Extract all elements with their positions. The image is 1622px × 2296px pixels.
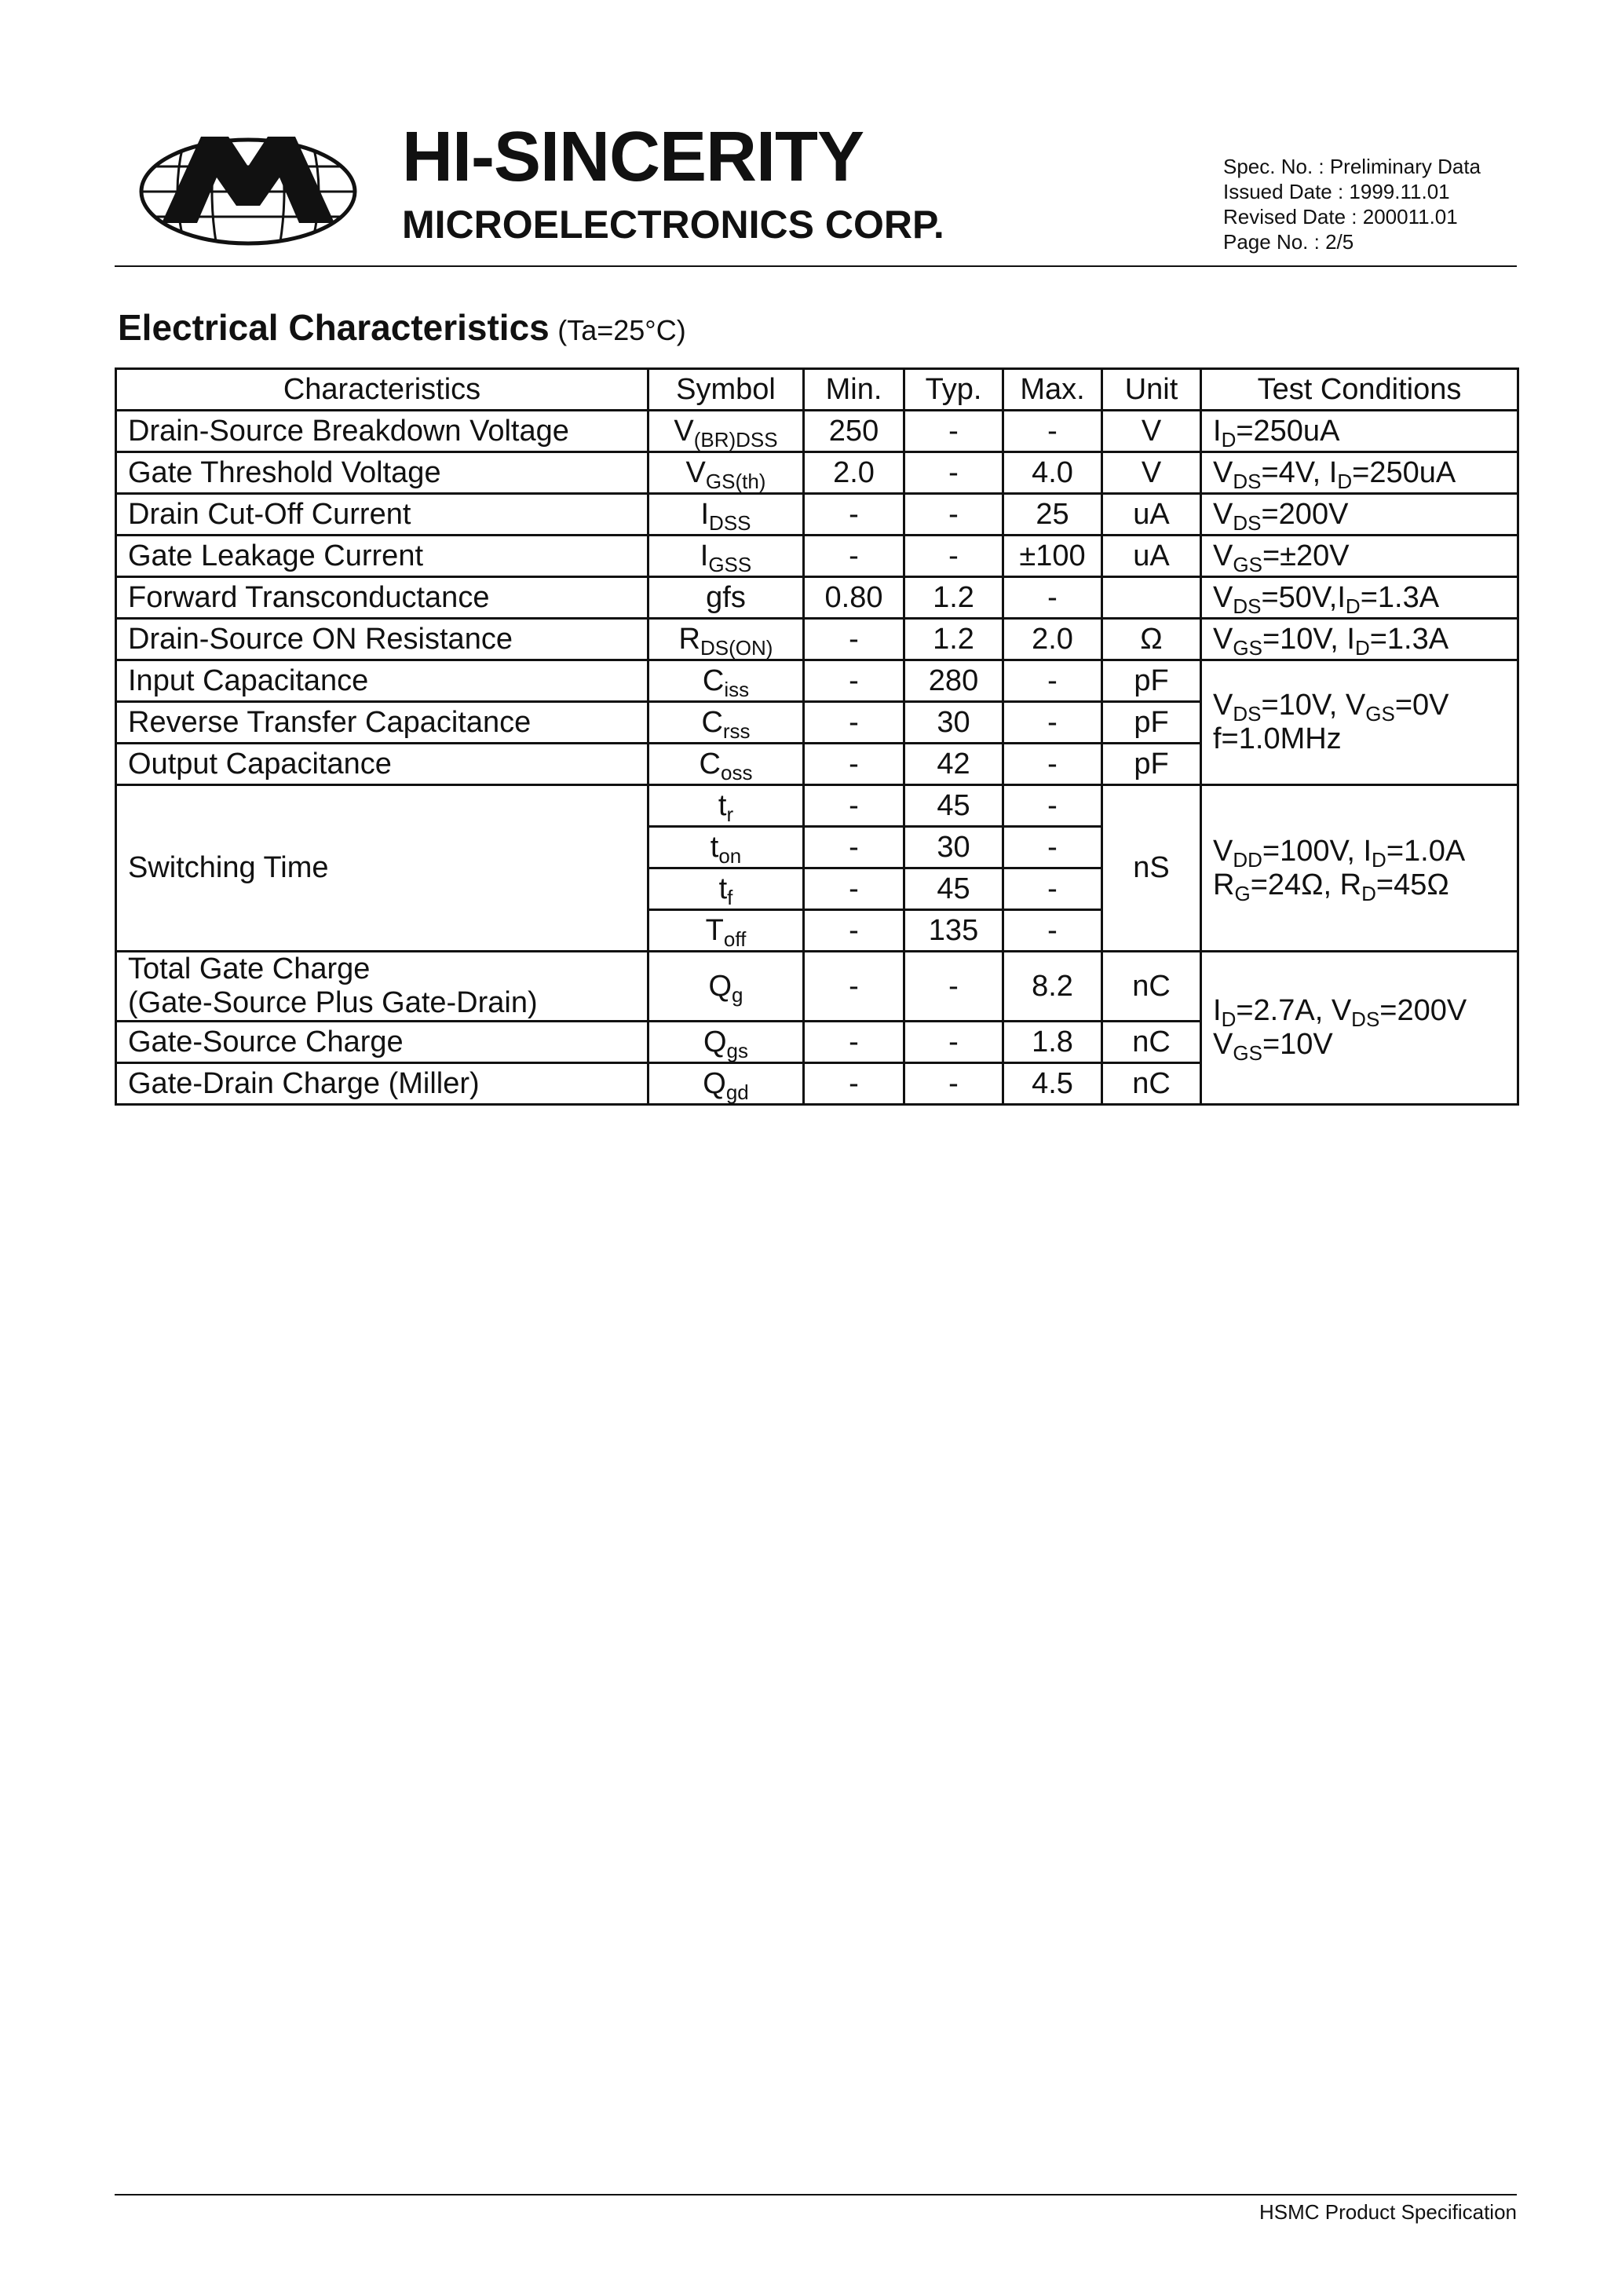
characteristic-cell: Drain Cut-Off Current	[116, 494, 648, 536]
min-cell: -	[804, 660, 904, 702]
symbol-cell: $t_f$	[648, 868, 804, 910]
condition-line: f=1.0MHz	[1213, 722, 1342, 755]
symbol-subscript: r	[726, 802, 734, 826]
characteristic-cell: Forward Transconductance	[116, 577, 648, 619]
characteristic-cell: Gate Threshold Voltage	[116, 452, 648, 494]
typ-cell: 30	[904, 827, 1003, 868]
symbol-subscript: off	[723, 927, 747, 951]
characteristic-cell	[116, 1063, 648, 1105]
condition-subscript: GS	[1233, 1041, 1262, 1065]
condition-subscript: DS	[1233, 510, 1262, 535]
symbol-cell: $C_{iss}$	[648, 660, 804, 702]
characteristic-cell: Drain-Source ON Resistance	[116, 619, 648, 660]
max-cell: -	[1003, 577, 1102, 619]
header-max: Max.	[1003, 369, 1102, 411]
characteristic-cell: Switching Time	[116, 785, 648, 952]
max-cell: -	[1003, 785, 1102, 827]
symbol-subscript: oss	[720, 760, 753, 784]
min-cell: -	[804, 785, 904, 827]
condition-subscript: D	[1337, 469, 1353, 493]
min-cell: -	[804, 494, 904, 536]
max-cell: -	[1003, 744, 1102, 785]
spec-info	[1223, 154, 1481, 254]
typ-cell: -	[904, 952, 1003, 1022]
table-row	[116, 785, 1518, 827]
company-subtitle: MICROELECTRONICS CORP.	[402, 203, 944, 247]
table-row	[116, 577, 1518, 619]
typ-cell: 135	[904, 910, 1003, 952]
typ-cell: 45	[904, 868, 1003, 910]
symbol-subscript: DSS	[709, 510, 751, 535]
test-condition-cell	[1201, 660, 1518, 785]
symbol-cell: $V_{(BR)DSS}$	[648, 411, 804, 452]
test-condition-cell: $V_{DS}=200V$	[1201, 494, 1518, 536]
max-cell: ±100	[1003, 536, 1102, 577]
characteristic-line: Gate-Source Charge	[128, 1025, 404, 1058]
characteristic-cell	[116, 952, 648, 1022]
condition-subscript: D	[1221, 1007, 1237, 1031]
condition-subscript: DS	[1233, 469, 1262, 493]
header-divider	[115, 265, 1517, 267]
symbol-cell: $Q_g$	[648, 952, 804, 1022]
max-cell: 1.8	[1003, 1022, 1102, 1063]
condition-line: $R_G=24\Omega$, $R_D=45\Omega$	[1213, 868, 1449, 905]
max-cell: -	[1003, 868, 1102, 910]
condition-subscript: DS	[1351, 1007, 1380, 1031]
symbol-subscript: gd	[725, 1080, 749, 1104]
table-header-row	[116, 369, 1518, 411]
header-typ: Typ.	[904, 369, 1003, 411]
symbol-cell: $I_{GSS}$	[648, 536, 804, 577]
test-condition-cell: $V_{GS}=\pm 20V$	[1201, 536, 1518, 577]
min-cell: 0.80	[804, 577, 904, 619]
footer-divider	[115, 2194, 1517, 2195]
unit-cell: nC	[1102, 952, 1201, 1022]
max-cell: 8.2	[1003, 952, 1102, 1022]
footer-text: HSMC Product Specification	[1259, 2200, 1517, 2224]
typ-cell: -	[904, 1022, 1003, 1063]
unit-cell: pF	[1102, 744, 1201, 785]
typ-cell: -	[904, 494, 1003, 536]
min-cell: -	[804, 952, 904, 1022]
spec-no: Spec. No. : Preliminary Data	[1223, 155, 1481, 178]
typ-cell: 30	[904, 702, 1003, 744]
document-header	[115, 118, 1517, 267]
characteristic-line: Total Gate Charge	[128, 952, 371, 985]
test-condition-cell: $V_{DS}=4V$, $I_D=250uA$	[1201, 452, 1518, 494]
max-cell: -	[1003, 910, 1102, 952]
min-cell: -	[804, 536, 904, 577]
characteristic-cell: Reverse Transfer Capacitance	[116, 702, 648, 744]
unit-cell: V	[1102, 452, 1201, 494]
condition-subscript: G	[1234, 881, 1251, 905]
condition-subscript: DS	[1233, 702, 1262, 726]
unit-cell: uA	[1102, 494, 1201, 536]
condition-subscript: D	[1361, 881, 1376, 905]
electrical-characteristics-table	[115, 367, 1519, 1106]
symbol-subscript: g	[732, 982, 743, 1007]
min-cell: -	[804, 744, 904, 785]
table-row	[116, 494, 1518, 536]
symbol-subscript: gs	[726, 1038, 749, 1062]
condition-subscript: D	[1345, 594, 1361, 618]
characteristic-cell: Output Capacitance	[116, 744, 648, 785]
max-cell: 4.0	[1003, 452, 1102, 494]
issued-date: Issued Date : 1999.11.01	[1223, 180, 1450, 203]
condition-line: $V_{DS}=10V$, $V_{GS}=0V$	[1213, 689, 1449, 726]
symbol-subscript: f	[727, 885, 733, 909]
symbol-cell: $C_{oss}$	[648, 744, 804, 785]
condition-subscript: GS	[1365, 702, 1395, 726]
unit-cell: Ω	[1102, 619, 1201, 660]
min-cell: -	[804, 910, 904, 952]
min-cell: -	[804, 1022, 904, 1063]
condition-line: $V_{GS}=10V$	[1213, 1028, 1333, 1065]
table-row	[116, 660, 1518, 702]
unit-cell: pF	[1102, 702, 1201, 744]
table-row	[116, 536, 1518, 577]
symbol-cell: $I_{DSS}$	[648, 494, 804, 536]
symbol-cell: $t_r$	[648, 785, 804, 827]
unit-cell	[1102, 577, 1201, 619]
condition-subscript: D	[1221, 427, 1237, 452]
min-cell: -	[804, 827, 904, 868]
section-title-text: Electrical Characteristics	[118, 307, 550, 348]
company-logo	[138, 129, 358, 248]
max-cell: -	[1003, 827, 1102, 868]
section-title	[118, 306, 686, 349]
symbol-cell: $t_{on}$	[648, 827, 804, 868]
table-row	[116, 619, 1518, 660]
max-cell: 2.0	[1003, 619, 1102, 660]
symbol-cell: $R_{DS(ON)}$	[648, 619, 804, 660]
symbol-cell: $Q_{gs}$	[648, 1022, 804, 1063]
symbol-subscript: (BR)DSS	[693, 427, 778, 452]
header-characteristics: Characteristics	[116, 369, 648, 411]
typ-cell: 1.2	[904, 619, 1003, 660]
condition-subscript: DD	[1233, 847, 1262, 872]
unit-cell: pF	[1102, 660, 1201, 702]
table-row	[116, 952, 1518, 1022]
header-unit: Unit	[1102, 369, 1201, 411]
max-cell: -	[1003, 411, 1102, 452]
company-block	[402, 118, 944, 248]
unit-cell: uA	[1102, 536, 1201, 577]
test-condition-cell: $I_D=250uA$	[1201, 411, 1518, 452]
symbol-subscript: rss	[722, 718, 751, 743]
condition-line: $V_{DD}=100V$, $I_D=1.0A$	[1213, 834, 1466, 872]
test-condition-cell	[1201, 952, 1518, 1105]
condition-subscript: GS	[1233, 552, 1262, 576]
min-cell: 2.0	[804, 452, 904, 494]
symbol-cell: $C_{rss}$	[648, 702, 804, 744]
test-condition-cell: $V_{DS}=50V,I_D=1.3A$	[1201, 577, 1518, 619]
typ-cell: -	[904, 452, 1003, 494]
typ-cell: -	[904, 536, 1003, 577]
characteristic-line: Gate-Drain Charge (Miller)	[128, 1066, 480, 1100]
page-no: Page No. : 2/5	[1223, 230, 1354, 254]
test-condition-cell	[1201, 785, 1518, 952]
symbol-cell: gfs	[648, 577, 804, 619]
condition-subscript: D	[1372, 847, 1386, 872]
characteristic-cell: Input Capacitance	[116, 660, 648, 702]
symbol-subscript: GSS	[708, 552, 752, 576]
unit-cell: V	[1102, 411, 1201, 452]
symbol-subscript: on	[718, 843, 742, 868]
min-cell: -	[804, 1063, 904, 1105]
max-cell: -	[1003, 660, 1102, 702]
symbol-cell: $V_{GS(th)}$	[648, 452, 804, 494]
unit-cell: nC	[1102, 1063, 1201, 1105]
company-name: HI-SINCERITY	[402, 118, 864, 196]
symbol-subscript: DS(ON)	[700, 635, 773, 660]
min-cell: -	[804, 702, 904, 744]
symbol-subscript: GS(th)	[705, 469, 766, 493]
typ-cell: -	[904, 411, 1003, 452]
section-condition: (Ta=25°C)	[557, 314, 686, 346]
condition-subscript: GS	[1233, 635, 1262, 660]
max-cell: -	[1003, 702, 1102, 744]
symbol-subscript: iss	[724, 677, 750, 701]
header-test-conditions: Test Conditions	[1201, 369, 1518, 411]
typ-cell: 42	[904, 744, 1003, 785]
max-cell: 25	[1003, 494, 1102, 536]
min-cell: -	[804, 619, 904, 660]
header-min: Min.	[804, 369, 904, 411]
typ-cell: 1.2	[904, 577, 1003, 619]
unit-cell: nC	[1102, 1022, 1201, 1063]
condition-line: $I_D=2.7A$, $V_{DS}=200V$	[1213, 994, 1467, 1031]
characteristic-cell: Drain-Source Breakdown Voltage	[116, 411, 648, 452]
typ-cell: -	[904, 1063, 1003, 1105]
table-row	[116, 411, 1518, 452]
min-cell: 250	[804, 411, 904, 452]
typ-cell: 45	[904, 785, 1003, 827]
max-cell: 4.5	[1003, 1063, 1102, 1105]
symbol-cell: $Q_{gd}$	[648, 1063, 804, 1105]
unit-cell: nS	[1102, 785, 1201, 952]
table-row	[116, 452, 1518, 494]
condition-subscript: D	[1354, 635, 1370, 660]
symbol-cell: $T_{off}$	[648, 910, 804, 952]
header-symbol: Symbol	[648, 369, 804, 411]
characteristic-cell: Gate Leakage Current	[116, 536, 648, 577]
characteristic-line: (Gate-Source Plus Gate-Drain)	[128, 986, 538, 1019]
min-cell: -	[804, 868, 904, 910]
characteristic-cell	[116, 1022, 648, 1063]
test-condition-cell: $V_{GS}=10V$, $I_D=1.3A$	[1201, 619, 1518, 660]
typ-cell: 280	[904, 660, 1003, 702]
revised-date: Revised Date : 200011.01	[1223, 205, 1458, 229]
condition-subscript: DS	[1233, 594, 1262, 618]
